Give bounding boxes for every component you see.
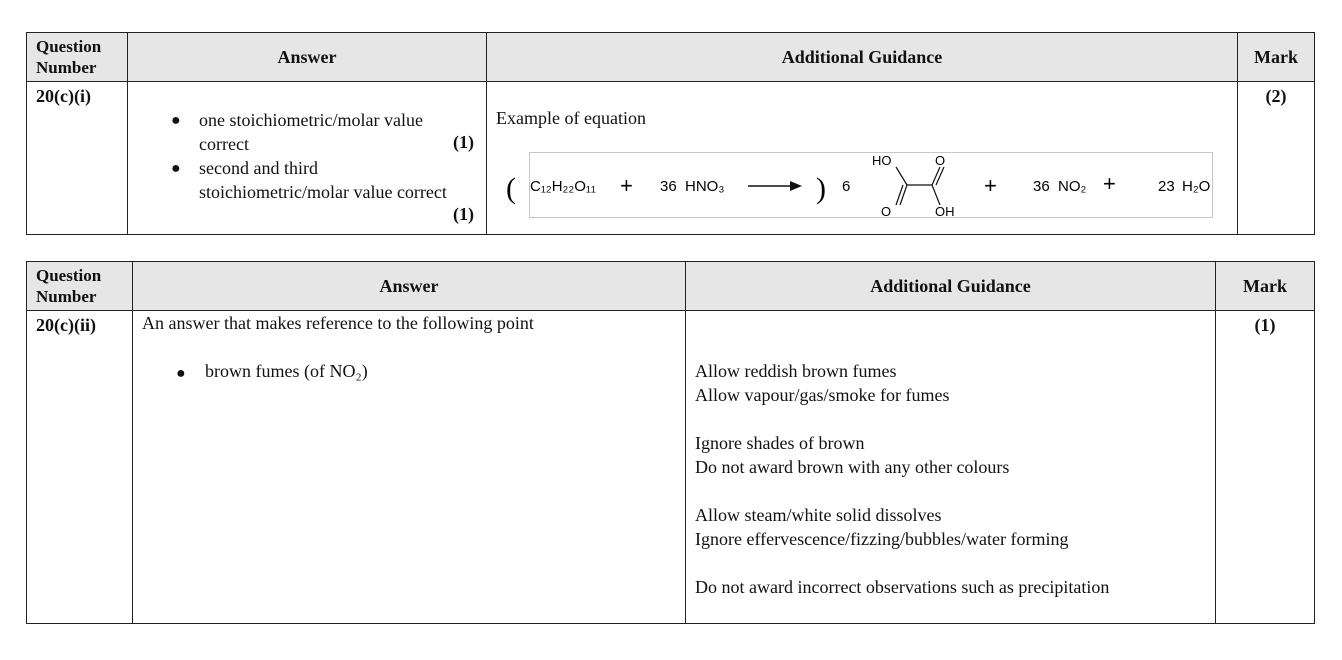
open-bracket: ( — [506, 172, 516, 205]
header-guidance: Additional Guidance — [487, 33, 1238, 82]
plus-sign: + — [1103, 171, 1116, 196]
oxalic-o-top-label: O — [935, 153, 946, 168]
coefficient-water: 23 — [1158, 178, 1175, 195]
answer-intro: An answer that makes reference to the following point — [142, 313, 534, 333]
answer-cell — [133, 311, 686, 624]
bullet-icon: ● — [171, 160, 181, 177]
header-mark: Mark — [1238, 33, 1315, 82]
plus-sign: + — [620, 173, 633, 198]
guidance-line: Allow reddish brown fumes — [695, 361, 897, 381]
header-mark: Mark — [1216, 262, 1315, 311]
header-answer: Answer — [128, 33, 487, 82]
markscheme-table-1 — [26, 32, 1315, 235]
guidance-intro: Example of equation — [496, 108, 646, 128]
header-answer: Answer — [133, 262, 686, 311]
product-water: H₂O — [1182, 178, 1211, 195]
question-number: 20(c)(i) — [27, 82, 128, 235]
oxalic-o-bottom-label: O — [881, 204, 892, 219]
question-mark: (2) — [1238, 82, 1315, 235]
markscheme-table-2 — [26, 261, 1315, 624]
header-guidance: Additional Guidance — [686, 262, 1216, 311]
equation-image — [506, 152, 1213, 219]
guidance-cell — [686, 311, 1216, 624]
plus-sign: + — [984, 173, 997, 198]
bullet-icon: ● — [176, 365, 186, 382]
guidance-line: Do not award incorrect observations such as precipitation — [695, 577, 1110, 597]
guidance-line: Allow steam/white solid dissolves — [695, 505, 942, 525]
header-question-number: Question Number — [27, 33, 128, 82]
chemical-equation — [506, 153, 1212, 219]
coefficient-no2: 36 — [1033, 178, 1050, 195]
guidance-line: Do not award brown with any other colours — [695, 457, 1010, 477]
coefficient-oxalic-acid: 6 — [842, 178, 851, 195]
coefficient-nitric-acid: 36 — [660, 178, 677, 195]
answer-bullet-text: one stoichiometric/molar value correct — [199, 110, 423, 154]
answer-bullet-mark: (1) — [453, 132, 474, 152]
oxalic-acid-structure — [896, 167, 944, 205]
close-bracket: ) — [816, 172, 826, 205]
guidance-line: Ignore effervescence/fizzing/bubbles/water forming — [695, 529, 1069, 549]
reactant-sucrose: C₁₂H₂₂O₁₁ — [530, 178, 596, 195]
guidance-line: Allow vapour/gas/smoke for fumes — [695, 385, 950, 405]
answer-bullet-mark: (1) — [453, 204, 474, 224]
bullet-icon: ● — [171, 112, 181, 129]
guidance-cell — [487, 82, 1238, 235]
answer-bullet-text: second and third stoichiometric/molar value correct — [199, 158, 447, 202]
arrow-head-icon — [790, 181, 802, 191]
answer-cell — [128, 82, 487, 235]
guidance-line: Ignore shades of brown — [695, 433, 865, 453]
header-question-number: Question Number — [27, 262, 133, 311]
oxalic-oh-label: OH — [935, 204, 955, 219]
question-number: 20(c)(ii) — [27, 311, 133, 624]
answer-bullet-text: brown fumes (of NO₂) — [205, 361, 368, 381]
product-no2: NO₂ — [1058, 178, 1087, 195]
question-mark: (1) — [1216, 311, 1315, 624]
reactant-nitric-acid: HNO₃ — [685, 178, 725, 195]
oxalic-ho-label: HO — [872, 153, 892, 168]
